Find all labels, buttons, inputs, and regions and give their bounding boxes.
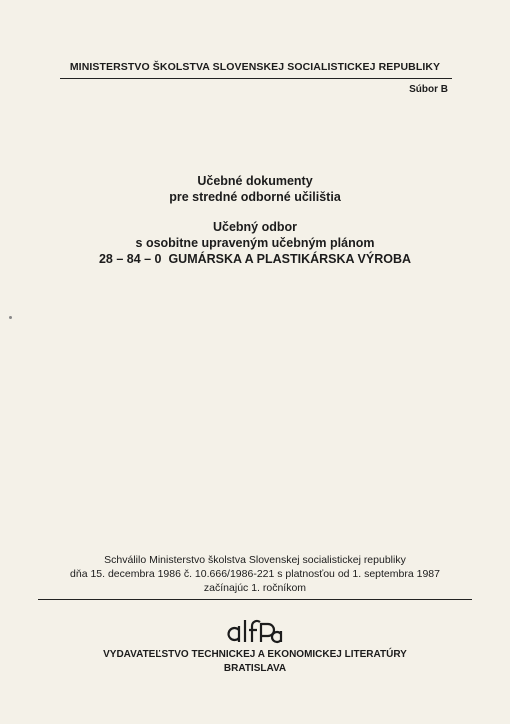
publisher-name: VYDAVATEĽSTVO TECHNICKEJ A EKONOMICKEJ LITERATÚRY [103,649,407,660]
publisher-city: BRATISLAVA [223,663,287,674]
title-line-5: 28 – 84 – 0 GUMÁRSKA A PLASTIKÁRSKA VÝROBA [98,252,412,266]
approval-text [0,553,510,595]
publisher [0,648,510,676]
header-rule [60,78,452,79]
subor-label: Súbor B [409,84,448,95]
footer-rule [38,599,472,600]
approval-line-2: dňa 15. decembra 1986 č. 10.666/1986-221 s platnosťou od 1. septembra 1987 [70,568,440,580]
ministry-heading: MINISTERSTVO ŠKOLSTVA SLOVENSKEJ SOCIALISTICKEJ REPUBLIKY [69,61,441,73]
approval-line-1: Schválilo Ministerstvo školstva Slovenskej socialistickej republiky [104,554,406,566]
title-line-2: pre stredné odborné učilištia [169,190,341,204]
paper-speck [9,316,12,319]
title-line-3: Učebný odbor [212,220,298,234]
title-line-4: s osobitne upraveným učebným plánom [135,236,375,250]
alfa-logo [0,618,510,651]
title-line-1: Učebné dokumenty [197,174,313,188]
approval-line-3: začínajúc 1. ročníkom [203,582,307,594]
title-block [0,173,510,267]
